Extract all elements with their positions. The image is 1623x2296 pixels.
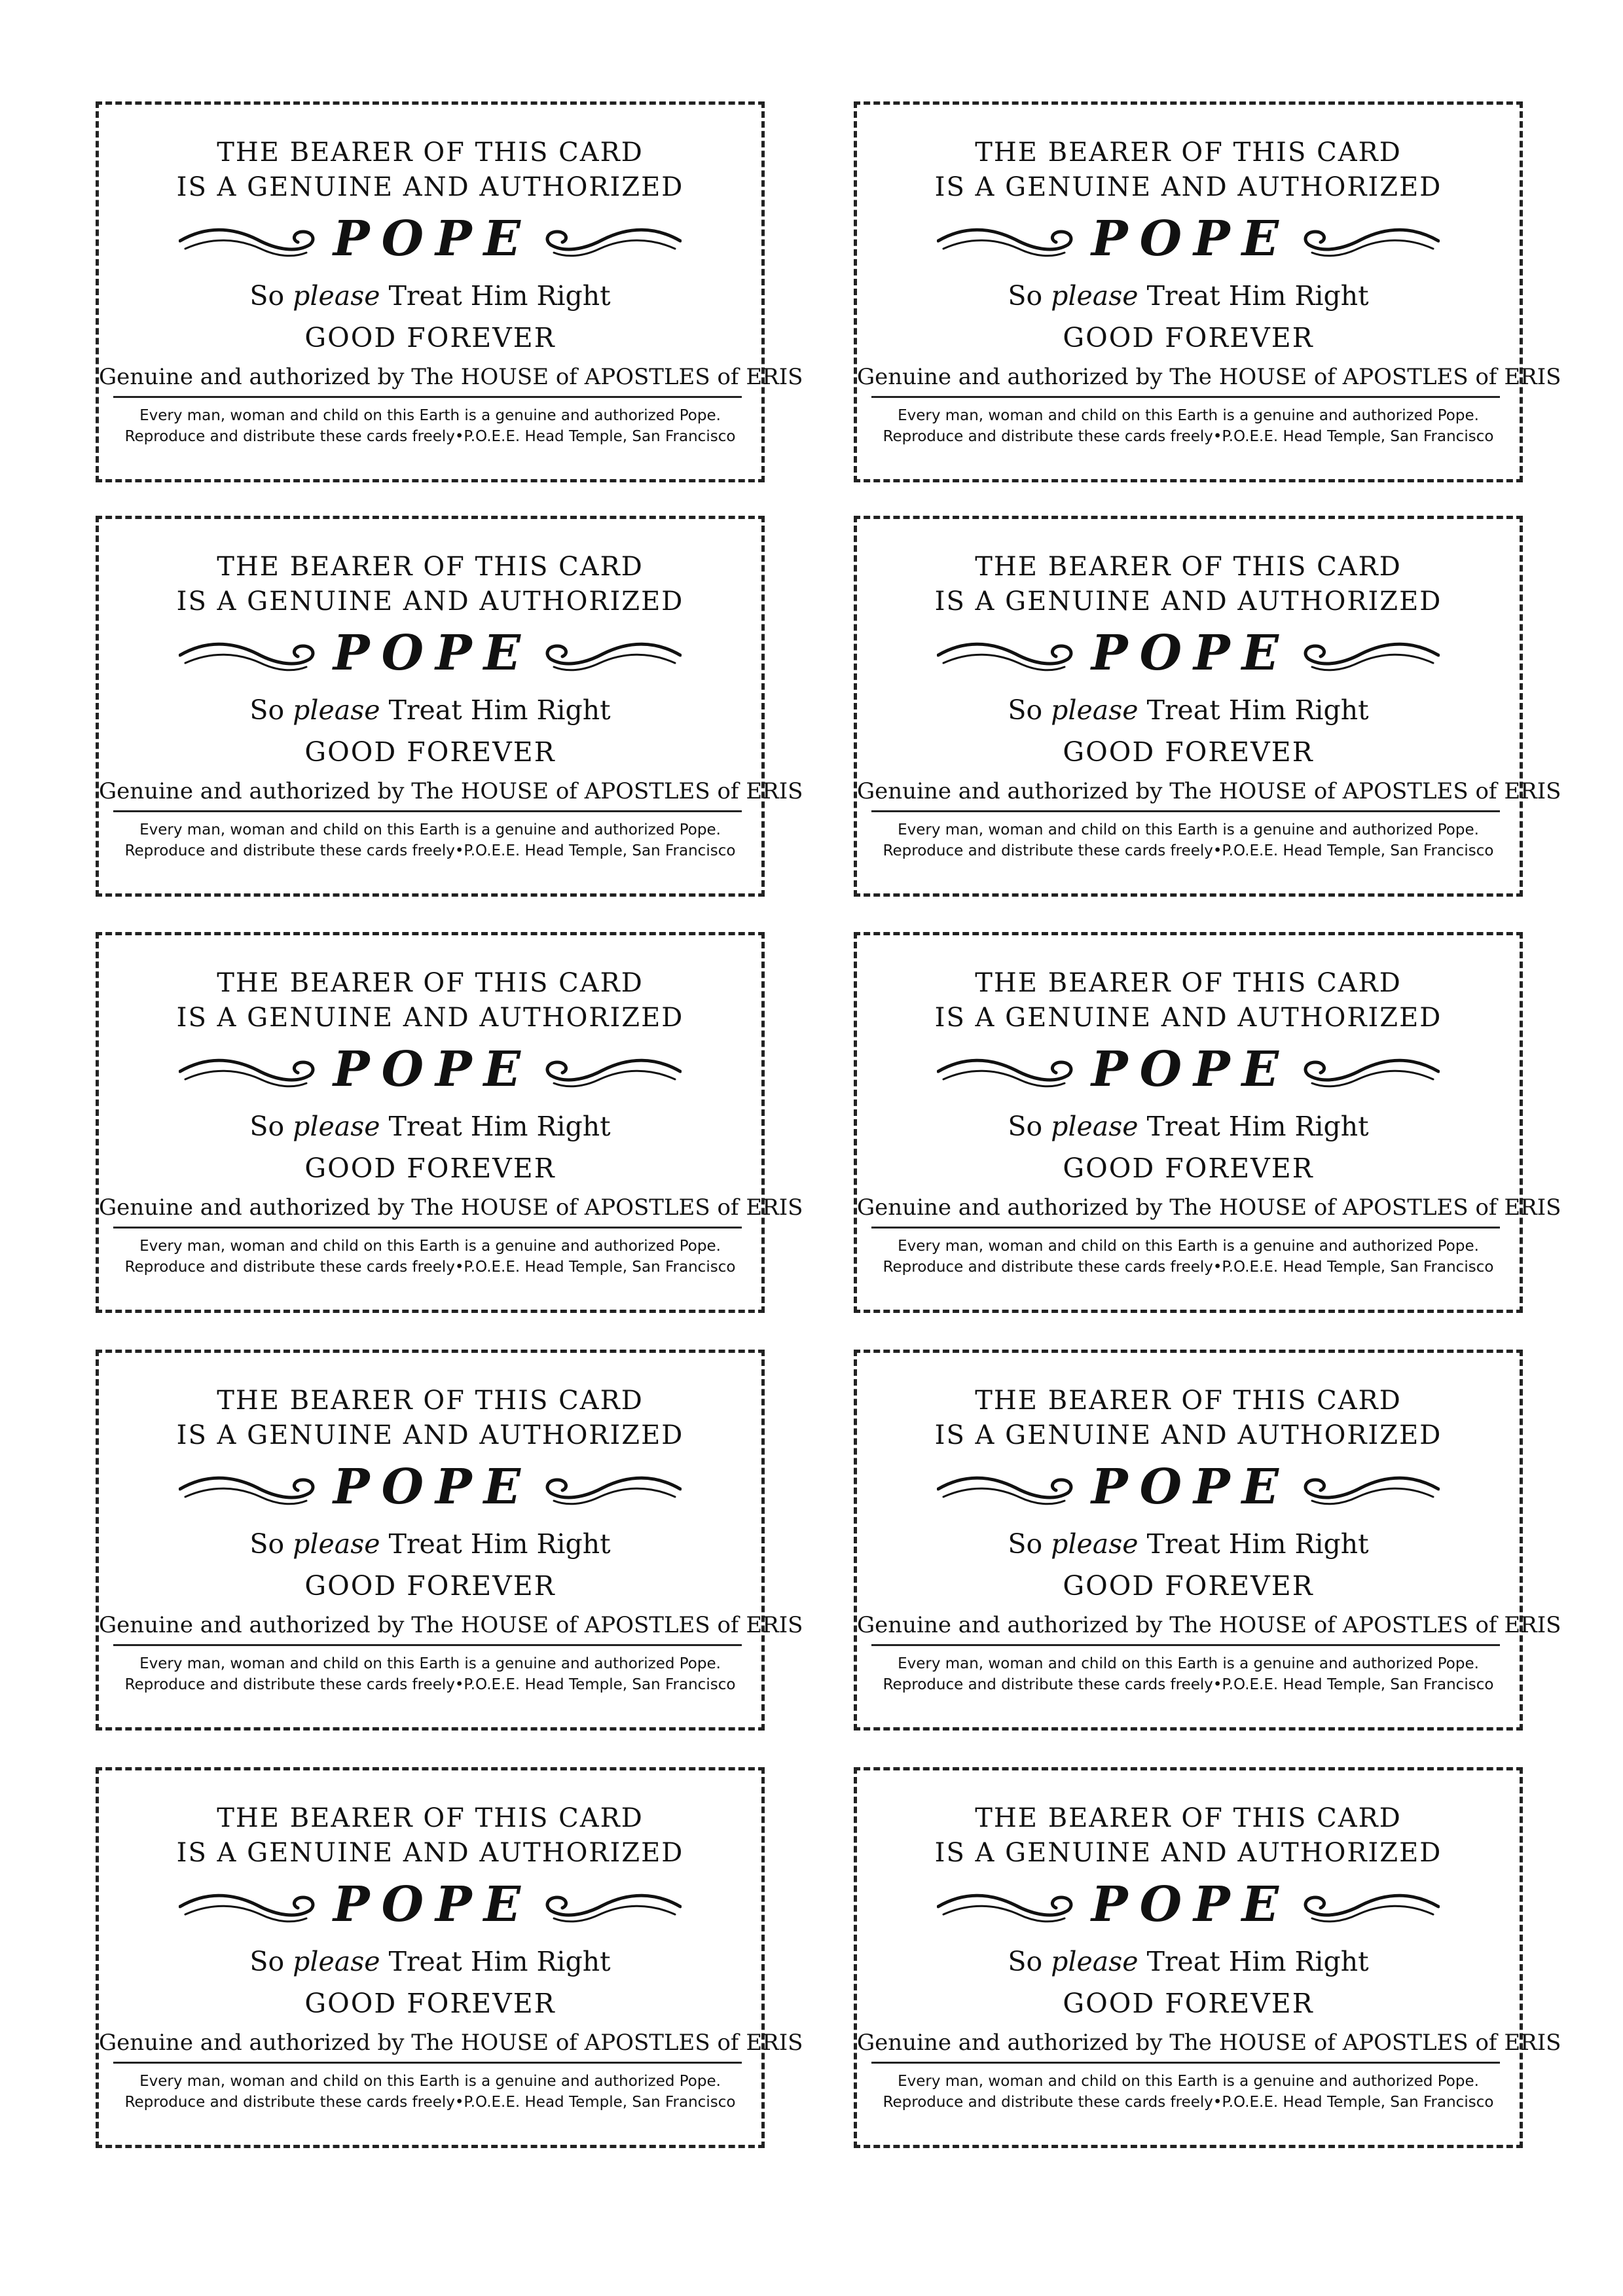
flourish-left-icon bbox=[179, 223, 316, 262]
pope-title: POPE bbox=[333, 625, 533, 681]
good-forever-text: GOOD FOREVER bbox=[1063, 736, 1314, 768]
divider-rule bbox=[871, 396, 1500, 398]
please-prefix: So bbox=[249, 694, 293, 726]
flourish-left-icon bbox=[179, 1888, 316, 1928]
card-heading-line1: THE BEARER OF THIS CARD bbox=[975, 137, 1402, 168]
fine-print-line2: Reproduce and distribute these cards freely•P.O.E.E. Head Temple, San Francisco bbox=[883, 428, 1494, 445]
pope-title-row bbox=[857, 1041, 1520, 1104]
pope-title-row bbox=[99, 1876, 761, 1939]
pope-card-r4-left bbox=[96, 1350, 803, 1731]
pope-title: POPE bbox=[1091, 1876, 1291, 1933]
fine-print-line2: Reproduce and distribute these cards freely•P.O.E.E. Head Temple, San Francisco bbox=[124, 2094, 736, 2111]
authorization-line: Genuine and authorized by The HOUSE of APOSTLES of ERIS bbox=[857, 1194, 1561, 1221]
card-heading-line2: IS A GENUINE AND AUTHORIZED bbox=[176, 172, 684, 202]
flourish-right-icon bbox=[544, 1471, 682, 1510]
fine-print-line2: Reproduce and distribute these cards freely•P.O.E.E. Head Temple, San Francisco bbox=[883, 842, 1494, 859]
card-heading-line1: THE BEARER OF THIS CARD bbox=[217, 1386, 644, 1416]
pope-title: POPE bbox=[333, 1876, 533, 1933]
pope-title: POPE bbox=[333, 1041, 533, 1098]
please-suffix: Treat Him Right bbox=[380, 1946, 611, 1977]
good-forever-text: GOOD FOREVER bbox=[1063, 1570, 1314, 1602]
fine-print-line2: Reproduce and distribute these cards freely•P.O.E.E. Head Temple, San Francisco bbox=[124, 842, 736, 859]
please-suffix: Treat Him Right bbox=[380, 694, 611, 726]
flourish-left-icon bbox=[937, 1053, 1074, 1092]
flourish-left-icon bbox=[937, 637, 1074, 676]
please-word: please bbox=[293, 1111, 380, 1142]
pope-title: POPE bbox=[333, 211, 533, 267]
flourish-left-icon bbox=[179, 1053, 316, 1092]
authorization-line: Genuine and authorized by The HOUSE of APOSTLES of ERIS bbox=[857, 2030, 1561, 2056]
flourish-right-icon bbox=[1302, 223, 1440, 262]
pope-card-r3-right bbox=[854, 932, 1561, 1313]
card-heading-line2: IS A GENUINE AND AUTHORIZED bbox=[934, 1838, 1442, 1868]
flourish-right-icon bbox=[1302, 637, 1440, 676]
card-heading-line2: IS A GENUINE AND AUTHORIZED bbox=[934, 1420, 1442, 1450]
card-heading-line1: THE BEARER OF THIS CARD bbox=[975, 1386, 1402, 1416]
flourish-right-icon bbox=[1302, 1053, 1440, 1092]
card-heading-line2: IS A GENUINE AND AUTHORIZED bbox=[934, 1003, 1442, 1033]
fine-print-line1: Every man, woman and child on this Earth is a genuine and authorized Pope. bbox=[898, 1238, 1479, 1255]
divider-rule bbox=[871, 1644, 1500, 1646]
fine-print-line2: Reproduce and distribute these cards freely•P.O.E.E. Head Temple, San Francisco bbox=[124, 428, 736, 445]
authorization-line: Genuine and authorized by The HOUSE of APOSTLES of ERIS bbox=[857, 778, 1561, 804]
pope-title: POPE bbox=[1091, 1041, 1291, 1098]
please-line bbox=[857, 1111, 1520, 1142]
fine-print-line1: Every man, woman and child on this Earth is a genuine and authorized Pope. bbox=[139, 821, 721, 838]
pope-title: POPE bbox=[333, 1459, 533, 1515]
please-word: please bbox=[293, 694, 380, 726]
card-heading-line1: THE BEARER OF THIS CARD bbox=[217, 1803, 644, 1833]
divider-rule bbox=[871, 1227, 1500, 1229]
divider-rule bbox=[871, 810, 1500, 812]
flourish-left-icon bbox=[937, 1888, 1074, 1928]
flourish-left-icon bbox=[937, 223, 1074, 262]
pope-card-r5-left bbox=[96, 1767, 803, 2148]
pope-card-r1-left bbox=[96, 101, 803, 482]
card-heading-line2: IS A GENUINE AND AUTHORIZED bbox=[934, 586, 1442, 617]
flourish-right-icon bbox=[1302, 1471, 1440, 1510]
fine-print-line1: Every man, woman and child on this Earth is a genuine and authorized Pope. bbox=[139, 1655, 721, 1672]
fine-print-line2: Reproduce and distribute these cards freely•P.O.E.E. Head Temple, San Francisco bbox=[883, 2094, 1494, 2111]
card-heading-line1: THE BEARER OF THIS CARD bbox=[975, 968, 1402, 998]
pope-title-row bbox=[99, 1459, 761, 1522]
good-forever-text: GOOD FOREVER bbox=[304, 1153, 556, 1184]
pope-title-row bbox=[99, 1041, 761, 1104]
card-heading-line1: THE BEARER OF THIS CARD bbox=[217, 968, 644, 998]
flourish-right-icon bbox=[544, 1888, 682, 1928]
please-line bbox=[99, 1111, 761, 1142]
flourish-right-icon bbox=[544, 1053, 682, 1092]
please-suffix: Treat Him Right bbox=[380, 1111, 611, 1142]
please-suffix: Treat Him Right bbox=[380, 280, 611, 312]
good-forever-text: GOOD FOREVER bbox=[1063, 322, 1314, 353]
good-forever-text: GOOD FOREVER bbox=[304, 322, 556, 353]
please-suffix: Treat Him Right bbox=[1138, 694, 1369, 726]
please-line bbox=[857, 1946, 1520, 1977]
pope-card-r3-left bbox=[96, 932, 803, 1313]
please-prefix: So bbox=[1008, 1528, 1051, 1560]
good-forever-text: GOOD FOREVER bbox=[1063, 1988, 1314, 2019]
pope-title-row bbox=[857, 1876, 1520, 1939]
fine-print-line2: Reproduce and distribute these cards freely•P.O.E.E. Head Temple, San Francisco bbox=[883, 1676, 1494, 1693]
please-word: please bbox=[1051, 1528, 1139, 1560]
please-word: please bbox=[1051, 1946, 1139, 1977]
divider-rule bbox=[871, 2062, 1500, 2064]
good-forever-text: GOOD FOREVER bbox=[304, 1570, 556, 1602]
divider-rule bbox=[113, 810, 742, 812]
pope-card-r2-left bbox=[96, 516, 803, 897]
please-line bbox=[99, 694, 761, 726]
fine-print-line2: Reproduce and distribute these cards freely•P.O.E.E. Head Temple, San Francisco bbox=[124, 1259, 736, 1276]
please-suffix: Treat Him Right bbox=[1138, 280, 1369, 312]
please-line bbox=[99, 1528, 761, 1560]
pope-card-r1-right bbox=[854, 101, 1561, 482]
please-prefix: So bbox=[249, 280, 293, 312]
divider-rule bbox=[113, 396, 742, 398]
please-word: please bbox=[1051, 1111, 1139, 1142]
divider-rule bbox=[113, 1227, 742, 1229]
good-forever-text: GOOD FOREVER bbox=[304, 1988, 556, 2019]
please-suffix: Treat Him Right bbox=[1138, 1946, 1369, 1977]
card-heading-line2: IS A GENUINE AND AUTHORIZED bbox=[176, 586, 684, 617]
please-prefix: So bbox=[249, 1946, 293, 1977]
card-heading-line2: IS A GENUINE AND AUTHORIZED bbox=[176, 1003, 684, 1033]
good-forever-text: GOOD FOREVER bbox=[304, 736, 556, 768]
pope-title-row bbox=[99, 211, 761, 274]
good-forever-text: GOOD FOREVER bbox=[1063, 1153, 1314, 1184]
flourish-left-icon bbox=[937, 1471, 1074, 1510]
please-suffix: Treat Him Right bbox=[380, 1528, 611, 1560]
please-prefix: So bbox=[249, 1528, 293, 1560]
card-heading-line2: IS A GENUINE AND AUTHORIZED bbox=[934, 172, 1442, 202]
fine-print-line2: Reproduce and distribute these cards freely•P.O.E.E. Head Temple, San Francisco bbox=[883, 1259, 1494, 1276]
please-word: please bbox=[1051, 694, 1139, 726]
please-line bbox=[857, 280, 1520, 312]
authorization-line: Genuine and authorized by The HOUSE of APOSTLES of ERIS bbox=[99, 1612, 803, 1638]
pope-title: POPE bbox=[1091, 625, 1291, 681]
pope-title-row bbox=[857, 1459, 1520, 1522]
fine-print-line1: Every man, woman and child on this Earth is a genuine and authorized Pope. bbox=[139, 1238, 721, 1255]
please-word: please bbox=[293, 1946, 380, 1977]
pope-title-row bbox=[99, 625, 761, 688]
pope-card-r5-right bbox=[854, 1767, 1561, 2148]
authorization-line: Genuine and authorized by The HOUSE of APOSTLES of ERIS bbox=[99, 2030, 803, 2056]
card-heading-line1: THE BEARER OF THIS CARD bbox=[217, 137, 644, 168]
pope-card-r2-right bbox=[854, 516, 1561, 897]
divider-rule bbox=[113, 1644, 742, 1646]
flourish-right-icon bbox=[544, 223, 682, 262]
please-prefix: So bbox=[249, 1111, 293, 1142]
pope-card-r4-right bbox=[854, 1350, 1561, 1731]
flourish-left-icon bbox=[179, 1471, 316, 1510]
flourish-left-icon bbox=[179, 637, 316, 676]
please-word: please bbox=[293, 1528, 380, 1560]
please-line bbox=[99, 280, 761, 312]
authorization-line: Genuine and authorized by The HOUSE of APOSTLES of ERIS bbox=[857, 1612, 1561, 1638]
fine-print-line1: Every man, woman and child on this Earth is a genuine and authorized Pope. bbox=[898, 821, 1479, 838]
please-suffix: Treat Him Right bbox=[1138, 1111, 1369, 1142]
pope-title: POPE bbox=[1091, 1459, 1291, 1515]
please-prefix: So bbox=[1008, 694, 1051, 726]
card-heading-line2: IS A GENUINE AND AUTHORIZED bbox=[176, 1838, 684, 1868]
pope-title: POPE bbox=[1091, 211, 1291, 267]
fine-print-line1: Every man, woman and child on this Earth is a genuine and authorized Pope. bbox=[139, 407, 721, 424]
card-heading-line1: THE BEARER OF THIS CARD bbox=[975, 1803, 1402, 1833]
authorization-line: Genuine and authorized by The HOUSE of APOSTLES of ERIS bbox=[99, 364, 803, 390]
divider-rule bbox=[113, 2062, 742, 2064]
please-suffix: Treat Him Right bbox=[1138, 1528, 1369, 1560]
authorization-line: Genuine and authorized by The HOUSE of APOSTLES of ERIS bbox=[99, 778, 803, 804]
fine-print-line1: Every man, woman and child on this Earth is a genuine and authorized Pope. bbox=[898, 407, 1479, 424]
card-heading-line1: THE BEARER OF THIS CARD bbox=[975, 552, 1402, 582]
fine-print-line1: Every man, woman and child on this Earth is a genuine and authorized Pope. bbox=[139, 2073, 721, 2090]
please-word: please bbox=[293, 280, 380, 312]
please-prefix: So bbox=[1008, 280, 1051, 312]
card-heading-line2: IS A GENUINE AND AUTHORIZED bbox=[176, 1420, 684, 1450]
pope-title-row bbox=[857, 211, 1520, 274]
flourish-right-icon bbox=[544, 637, 682, 676]
authorization-line: Genuine and authorized by The HOUSE of APOSTLES of ERIS bbox=[99, 1194, 803, 1221]
please-line bbox=[857, 694, 1520, 726]
card-heading-line1: THE BEARER OF THIS CARD bbox=[217, 552, 644, 582]
please-prefix: So bbox=[1008, 1111, 1051, 1142]
fine-print-line1: Every man, woman and child on this Earth is a genuine and authorized Pope. bbox=[898, 1655, 1479, 1672]
fine-print-line1: Every man, woman and child on this Earth is a genuine and authorized Pope. bbox=[898, 2073, 1479, 2090]
please-line bbox=[99, 1946, 761, 1977]
pope-title-row bbox=[857, 625, 1520, 688]
authorization-line: Genuine and authorized by The HOUSE of APOSTLES of ERIS bbox=[857, 364, 1561, 390]
please-line bbox=[857, 1528, 1520, 1560]
flourish-right-icon bbox=[1302, 1888, 1440, 1928]
please-word: please bbox=[1051, 280, 1139, 312]
fine-print-line2: Reproduce and distribute these cards freely•P.O.E.E. Head Temple, San Francisco bbox=[124, 1676, 736, 1693]
please-prefix: So bbox=[1008, 1946, 1051, 1977]
